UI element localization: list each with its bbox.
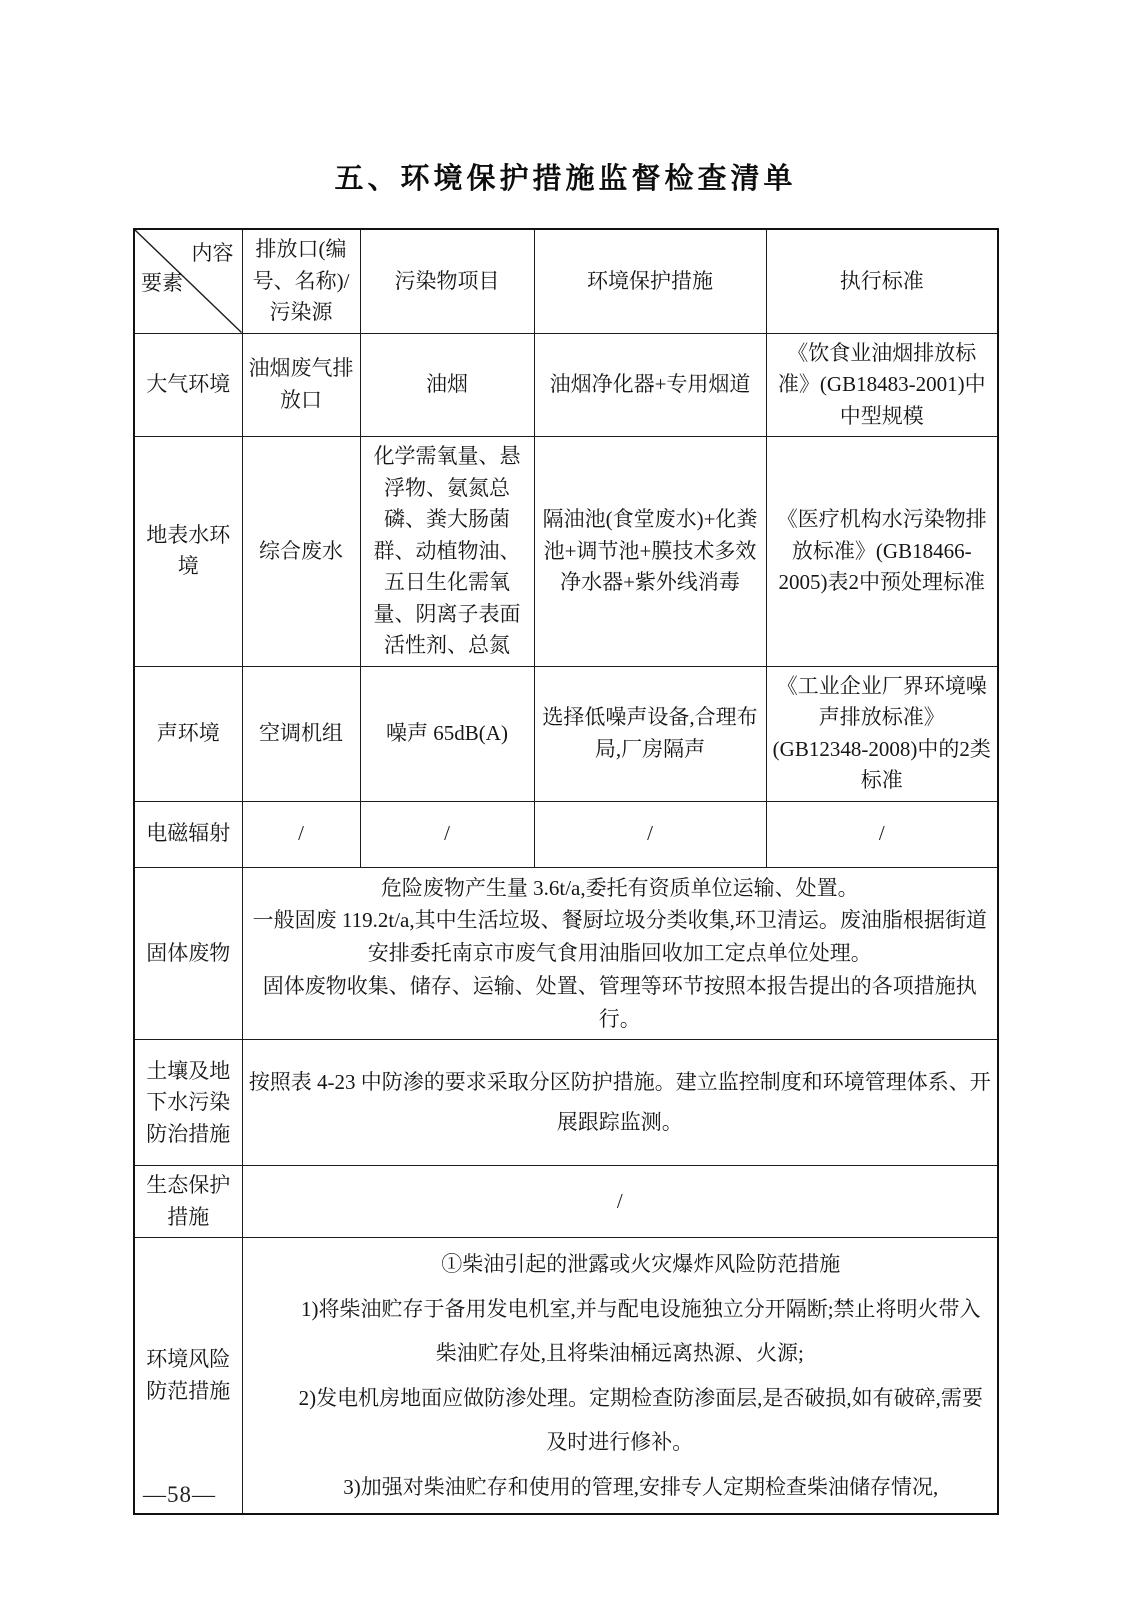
col-header-outlet: 排放口(编号、名称)/污染源 [242, 229, 360, 333]
page-title: 五、环境保护措施监督检查清单 [334, 163, 797, 195]
water-pollutant: 化学需氧量、悬浮物、氨氮总磷、粪大肠菌群、动植物油、五日生化需氧量、阴离子表面活性剂、总氮 [360, 437, 534, 667]
risk-paragraph: 1)将柴油贮存于备用发电机室,并与配电设施独立分开隔断;禁止将明火带入柴油贮存处,且将柴油桶远离热源、火源; [300, 1296, 981, 1366]
table-row-air [134, 333, 998, 437]
noise-measure: 选择低噪声设备,合理布局,厂房隔声 [534, 666, 766, 801]
solid-waste-paragraph: 危险废物产生量 3.6t/a,委托有资质单位运输、处置。 [380, 875, 859, 900]
table-row-risk [134, 1238, 998, 1515]
emag-measure: / [534, 801, 766, 867]
water-outlet: 综合废水 [242, 437, 360, 667]
soil-groundwater-paragraph: 按照表 4-23 中防渗的要求采取分区防护措施。建立监控制度和环境管理体系、开展跟踪监测。 [248, 1069, 991, 1134]
water-measure: 隔油池(食堂废水)+化粪池+调节池+膜技术多效净水器+紫外线消毒 [534, 437, 766, 667]
row-label-air: 大气环境 [134, 333, 242, 437]
water-standard: 《医疗机构水污染物排放标准》(GB18466-2005)表2中预处理标准 [766, 437, 998, 667]
risk-paragraph: ①柴油引起的泄露或火灾爆炸风险防范措施 [441, 1252, 841, 1277]
air-outlet: 油烟废气排放口 [242, 333, 360, 437]
emag-standard: / [766, 801, 998, 867]
corner-label-element: 要素 [141, 271, 183, 295]
row-label-ecology: 生态保护措施 [134, 1166, 242, 1238]
solid-waste-paragraph: 固体废物收集、储存、运输、处置、管理等环节按照本报告提出的各项措施执行。 [262, 973, 977, 1031]
col-header-pollutant: 污染物项目 [360, 229, 534, 333]
row-label-noise: 声环境 [134, 666, 242, 801]
table-row-ecology [134, 1166, 998, 1238]
solid-waste-paragraph: 一般固废 119.2t/a,其中生活垃圾、餐厨垃圾分类收集,环卫清运。废油脂根据街道安排委托南京市废气食用油脂回收加工定点单位处理。 [252, 908, 987, 965]
table-row-solid-waste [134, 867, 998, 1040]
air-measure: 油烟净化器+专用烟道 [534, 333, 766, 437]
table-row-water [134, 437, 998, 667]
solid-waste-content [242, 867, 998, 1040]
page-number: —58— [143, 1482, 216, 1507]
row-label-solid-waste: 固体废物 [134, 867, 242, 1040]
noise-outlet: 空调机组 [242, 666, 360, 801]
table-row-electromagnetic [134, 801, 998, 867]
table-header-row [134, 229, 998, 333]
row-label-water: 地表水环境 [134, 437, 242, 667]
table-row-soil-groundwater [134, 1040, 998, 1166]
noise-pollutant: 噪声 65dB(A) [360, 666, 534, 801]
corner-header-cell [134, 229, 242, 333]
risk-content [242, 1238, 998, 1515]
emag-pollutant: / [360, 801, 534, 867]
emag-outlet: / [242, 801, 360, 867]
row-label-soil-groundwater: 土壤及地下水污染防治措施 [134, 1040, 242, 1166]
air-pollutant: 油烟 [360, 333, 534, 437]
noise-standard: 《工业企业厂界环境噪声排放标准》(GB12348-2008)中的2类标准 [766, 666, 998, 801]
table-row-noise [134, 666, 998, 801]
ecology-paragraph: / [616, 1189, 623, 1214]
col-header-standard: 执行标准 [766, 229, 998, 333]
row-label-risk: 环境风险防范措施 [134, 1238, 242, 1515]
ecology-content [242, 1166, 998, 1238]
row-label-electromagnetic: 电磁辐射 [134, 801, 242, 867]
inspection-checklist-table [133, 228, 999, 1515]
col-header-measure: 环境保护措施 [534, 229, 766, 333]
risk-paragraph: 3)加强对柴油贮存和使用的管理,安排专人定期检查柴油储存情况, [343, 1474, 939, 1499]
soil-groundwater-content [242, 1040, 998, 1166]
air-standard: 《饮食业油烟排放标准》(GB18483-2001)中中型规模 [766, 333, 998, 437]
risk-paragraph: 2)发电机房地面应做防渗处理。定期检查防渗面层,是否破损,如有破碎,需要及时进行修补。 [298, 1385, 983, 1455]
corner-label-content: 内容 [191, 241, 234, 265]
